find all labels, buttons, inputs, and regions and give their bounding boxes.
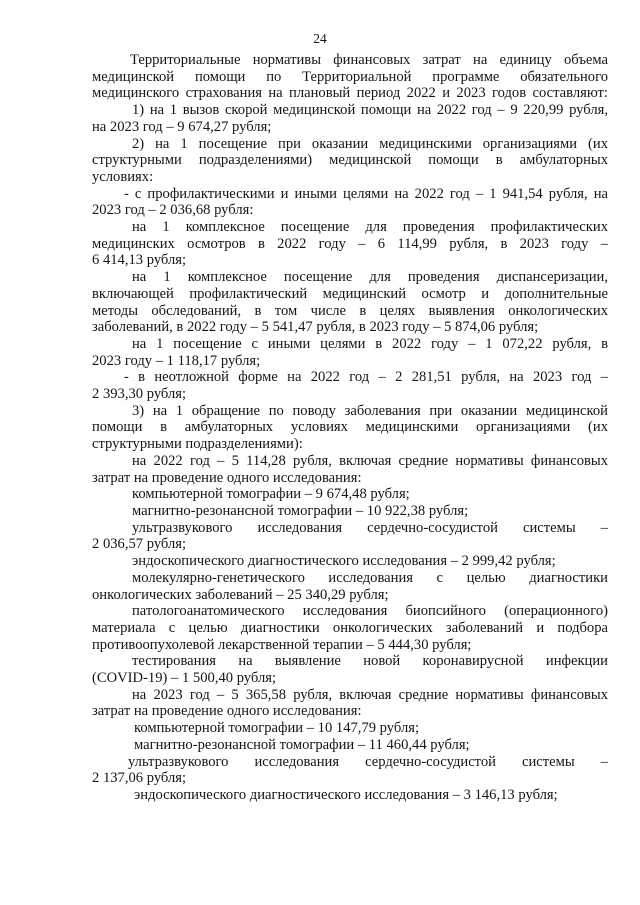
text-line: на 2022 год – 5 114,28 рубля, включая средние нормативы финансовых (132, 452, 608, 469)
text-line: на 1 посещение с иными целями в 2022 году – 1 072,22 рубля, в (132, 335, 608, 352)
text-line: медицинской помощи по Территориальной программе обязательного (92, 68, 608, 85)
text-line: эндоскопического диагностического исследования – 2 999,42 рубля; (132, 553, 556, 570)
text-line: включающей профилактический медицинский осмотр и дополнительные (92, 285, 608, 302)
text-line: эндоскопического диагностического исследования – 3 146,13 рубля; (134, 786, 558, 803)
page-number: 24 (313, 31, 327, 46)
text-line: - с профилактическими и иными целями на 2022 год – 1 941,54 рубля, на (124, 185, 608, 202)
text-line: онкологических заболеваний – 25 340,29 рубля; (92, 586, 389, 603)
text-line: патологоанатомического исследования биопсийного (операционного) (132, 603, 608, 620)
text-line: магнитно-резонансной томографии – 10 922,38 рубля; (132, 502, 469, 519)
text-line: - в неотложной форме на 2022 год – 2 281,51 рубля, на 2023 год – (124, 369, 608, 386)
text-line: 2 393,30 рубля; (92, 386, 187, 403)
text-line: заболеваний, в 2022 году – 5 541,47 рубля, в 2023 году – 5 874,06 рубля; (92, 319, 539, 336)
text-line: на 1 комплексное посещение для проведения диспансеризации, (132, 269, 608, 286)
text-line: 6 414,13 рубля; (92, 252, 187, 269)
text-line: медицинского страхования на плановый период 2022 и 2023 годов составляют: (92, 85, 608, 102)
text-line: помощи в амбулаторных условиях медицинскими организациями (их (92, 419, 608, 436)
text-line: (COVID-19) – 1 500,40 рубля; (92, 670, 277, 687)
text-line: ультразвукового исследования сердечно-сосудистой системы – (128, 753, 608, 770)
text-line: магнитно-резонансной томографии – 11 460,44 рубля; (134, 736, 470, 753)
text-line: Территориальные нормативы финансовых затрат на единицу объема (130, 52, 608, 68)
text-line: компьютерной томографии – 10 147,79 рубля; (134, 720, 420, 737)
text-line: условиях: (92, 168, 154, 185)
text-line: затрат на проведение одного исследования: (92, 469, 362, 486)
text-line: структурными подразделениями) медицинской помощи в амбулаторных (92, 152, 608, 169)
text-line: 1) на 1 вызов скорой медицинской помощи на 2022 год – 9 220,99 рубля, (132, 102, 608, 119)
text-line: структурными подразделениями): (92, 436, 303, 453)
text-line: 2023 год – 2 036,68 рубля: (92, 202, 254, 219)
text-line: противоопухолевой лекарственной терапии – 5 444,30 рубля; (92, 636, 472, 653)
text-line: затрат на проведение одного исследования: (92, 703, 362, 720)
text-line: ультразвукового исследования сердечно-сосудистой системы – (132, 519, 608, 536)
text-line: материала с целью диагностики онкологических заболеваний и подбора (92, 619, 608, 636)
text-line: 2 137,06 рубля; (92, 770, 187, 787)
text-line: медицинских осмотров в 2022 году – 6 114,99 рубля, в 2023 году – (92, 235, 608, 252)
text-line: тестирования на выявление новой коронавирусной инфекции (132, 653, 608, 670)
text-line: на 1 комплексное посещение для проведения профилактических (132, 219, 608, 236)
text-line: методы обследований, в том числе в целях выявления онкологических (92, 302, 608, 319)
text-line: 2023 году – 1 118,17 рубля; (92, 352, 261, 369)
text-line: молекулярно-генетического исследования с целью диагностики (132, 569, 608, 586)
text-line: 2 036,57 рубля; (92, 536, 187, 553)
text-line: на 2023 год – 9 674,27 рубля; (92, 118, 272, 135)
text-line: компьютерной томографии – 9 674,48 рубля; (132, 486, 410, 503)
text-line: 2) на 1 посещение при оказании медицинскими организациями (их (132, 135, 608, 152)
text-line: на 2023 год – 5 365,58 рубля, включая средние нормативы финансовых (132, 686, 608, 703)
text-line: 3) на 1 обращение по поводу заболевания при оказании медицинской (132, 402, 608, 419)
document-body (92, 52, 608, 804)
